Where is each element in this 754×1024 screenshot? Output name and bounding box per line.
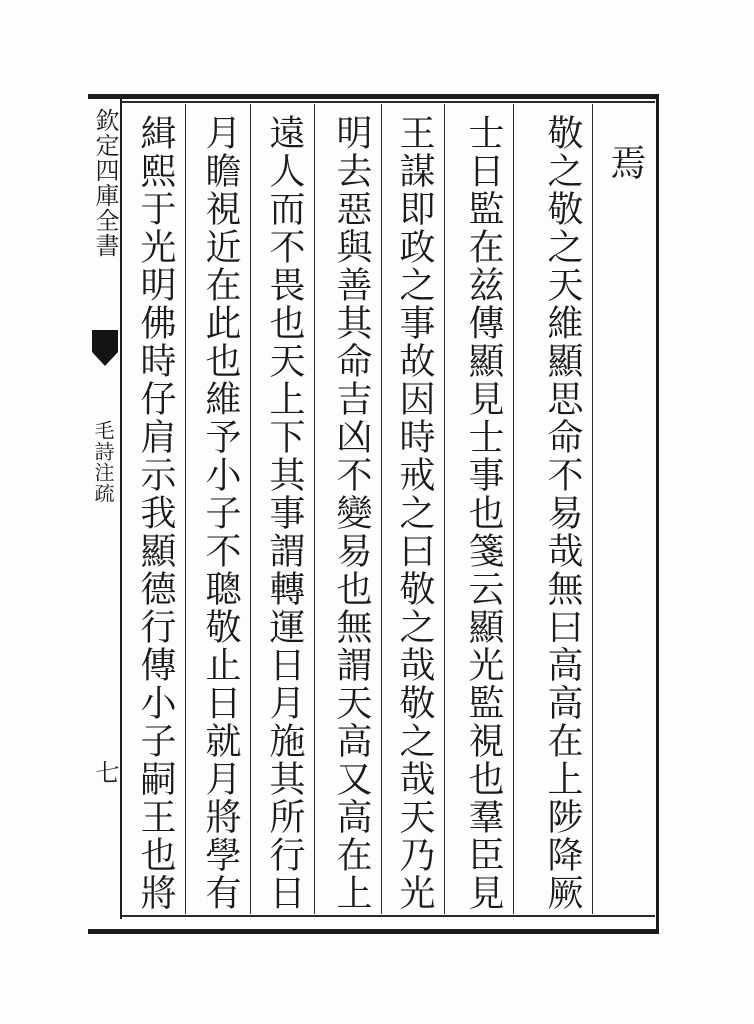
margin-page-number: 七 (91, 760, 119, 785)
text-column-3 (444, 104, 513, 914)
column-text: 焉 (605, 144, 646, 182)
column-text: 王謀即政之事故因時戒之曰敬之哉敬之哉天乃光 (394, 114, 435, 912)
text-column-7 (185, 104, 250, 914)
text-column-8 (121, 104, 185, 914)
text-column-2 (513, 104, 592, 914)
column-text: 敬之敬之天維顯思命不易哉無曰高高在上陟降厥 (542, 114, 583, 912)
text-column-1 (592, 104, 655, 914)
margin-title: 欽定四庫全書 (91, 108, 119, 258)
text-column-6 (250, 104, 314, 914)
column-text: 遠人而不畏也天上下其事謂轉運日月施其所行日 (264, 114, 305, 912)
column-text: 月瞻視近在此也維予小子不聰敬止日就月將學有 (200, 114, 241, 912)
text-column-5 (314, 104, 381, 914)
column-text: 緝熙于光明佛時仔肩示我顯德行傳小子嗣王也將 (135, 114, 176, 912)
column-text: 士日監在兹傳顯見士事也箋云顯光監視也羣臣見 (463, 114, 504, 912)
margin-book-title: 毛詩注疏 (91, 420, 115, 504)
top-rule (120, 101, 655, 103)
bottom-rule (120, 915, 655, 917)
text-column-4 (381, 104, 444, 914)
fish-tail-mark (92, 330, 118, 352)
column-text: 明去惡與善其命吉凶不變易也無謂天高又高在上 (331, 114, 372, 912)
